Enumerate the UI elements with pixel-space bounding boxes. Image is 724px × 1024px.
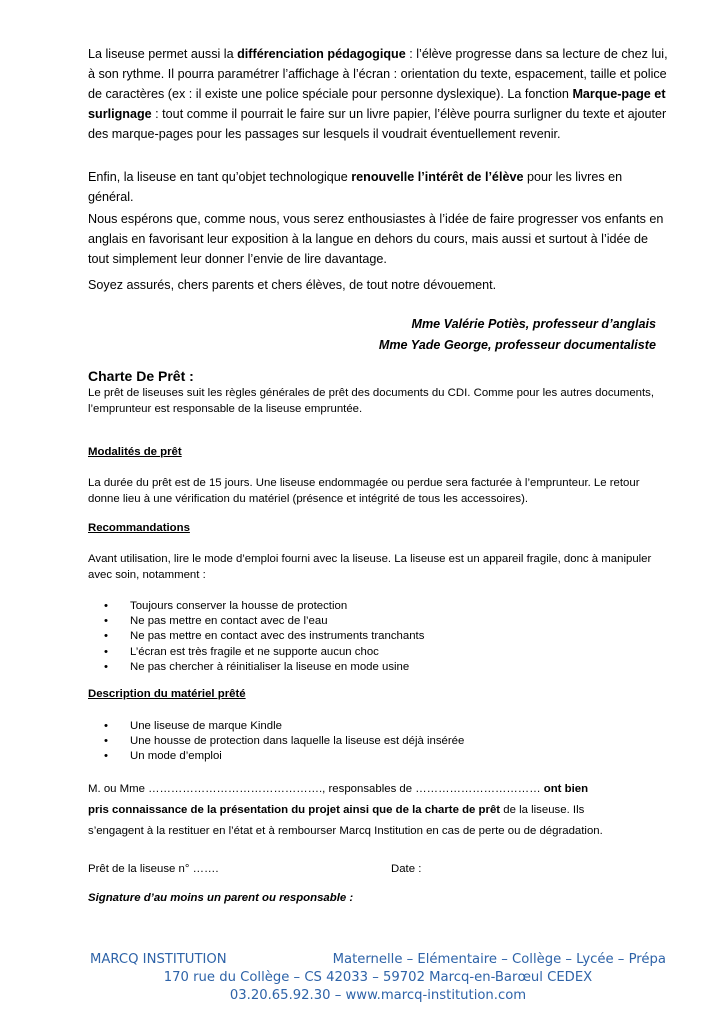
modalites-text: La durée du prêt est de 15 jours. Une liseuse endommagée ou perdue sera facturée à l’emprunteur. Le retour donne lieu à une vérification du matériel (présence et intégrité de tous les accessoires). — [88, 477, 640, 505]
modalites-section — [88, 475, 668, 507]
paragraph-enthousiastes — [88, 209, 668, 269]
list-item: • Une housse de protection dans laquelle la liseuse est déjà insérée — [104, 734, 464, 749]
connaissance-text: pris connaissance de la présentation du projet ainsi que de la charte de prêt — [88, 804, 501, 816]
signature-line-1: Mme Valérie Potiès, professeur d’anglais — [411, 317, 656, 331]
list-item: • Un mode d’emploi — [104, 749, 464, 764]
modalites-heading: Modalités de prêt — [88, 446, 182, 458]
body-text: : tout comme il pourrait le faire sur un livre papier, l’élève pourra surligner du texte et ajouter des marque-pages pour les passages sur lesquels il voudrait éventuellement revenir. — [88, 107, 667, 141]
institution-name: MARCQ INSTITUTION — [90, 952, 227, 967]
recommandations-text: Avant utilisation, lire le mode d’emploi fourni avec la liseuse. La liseuse est un appareil fragile, donc à manipuler avec soin, notamment : — [88, 553, 652, 581]
body-text: Enfin, la liseuse en tant qu’objet technologique — [88, 170, 352, 184]
institution-contact: 03.20.65.92.30 – www.marcq-institution.com — [229, 988, 527, 1003]
engagement-form — [88, 779, 668, 842]
list-item: • Une liseuse de marque Kindle — [104, 719, 464, 734]
paragraph-differenciation — [88, 44, 668, 144]
list-item: • Ne pas mettre en contact avec des instruments tranchants — [104, 629, 424, 644]
student-blank[interactable]: …………………………… — [415, 783, 541, 795]
description-list — [104, 719, 464, 765]
pret-number-field[interactable]: Prêt de la liseuse n° ……. — [88, 863, 219, 875]
recommandations-list — [104, 599, 424, 675]
footer — [88, 951, 668, 1005]
list-item: • Toujours conserver la housse de protection — [104, 599, 424, 614]
engagement-line-3: s’engagent à la restituer en l’état et à rembourser Marcq Institution en cas de perte ou de dégradation. — [88, 825, 603, 837]
recommandations-section — [88, 551, 668, 583]
charte-intro — [88, 385, 668, 417]
date-field[interactable]: Date : — [391, 863, 422, 875]
body-text: pour les livres en général. — [88, 170, 623, 204]
paragraph-text: Nous espérons que, comme nous, vous serez enthousiastes à l’idée de faire progresser vos enfants en anglais en favorisant leur exposition à la langue en dehors du cours, mais aussi et surtout à l’idée de tout simplement leur donner l’envie de lire davantage. — [88, 212, 664, 266]
signature-block — [379, 314, 656, 356]
body-text: : l’élève progresse dans sa lecture de chez lui, à son rythme. Il pourra paramétrer l’affichage à l’écran : orientation du texte, espacement, taille et police de caractères (ex : il existe une police spéciale pour personne dyslexique). La fonction — [88, 47, 668, 101]
list-item: • L’écran est très fragile et ne supporte aucun choc — [104, 645, 424, 660]
charte-intro-text: Le prêt de liseuses suit les règles générales de prêt des documents du CDI. Comme pour les autres documents, l’emprunteur est responsable de la liseuse empruntée. — [88, 387, 655, 415]
signature-field[interactable]: Signature d’au moins un parent ou responsable : — [88, 892, 354, 904]
ont-bien-text: ont bien — [543, 783, 589, 795]
list-item: • Ne pas chercher à réinitialiser la liseuse en mode usine — [104, 660, 424, 675]
emphasis-text: renouvelle l’intérêt de l’élève — [351, 170, 524, 184]
rich-paragraph — [88, 167, 668, 207]
engagement-line-2 — [88, 800, 668, 821]
footer-line-1 — [88, 951, 668, 969]
list-item: • Ne pas mettre en contact avec de l’eau — [104, 614, 424, 629]
institution-address: 170 rue du Collège – CS 42033 – 59702 Marcq-en-Barœul CEDEX — [163, 970, 593, 985]
emphasis-text: différenciation pédagogique — [237, 47, 406, 61]
institution-levels: Maternelle – Elémentaire – Collège – Lycée – Prépa — [332, 952, 666, 967]
body-text: La liseuse permet aussi la — [88, 47, 238, 61]
emphasis-text: Marque-page et surlignage — [88, 87, 666, 121]
civilite-label: M. ou Mme — [88, 783, 145, 795]
recommandations-heading: Recommandations — [88, 522, 190, 534]
paragraph-text: Soyez assurés, chers parents et chers élèves, de tout notre dévouement. — [88, 278, 497, 292]
description-heading: Description du matériel prêté — [88, 688, 246, 700]
paragraph-interet — [88, 167, 668, 207]
charte-title: Charte De Prêt : — [88, 368, 194, 384]
responsables-label: responsables de — [328, 783, 413, 795]
engagement-line-1 — [88, 779, 668, 800]
rich-paragraph — [88, 44, 668, 144]
name-blank[interactable]: ………………………………………., — [148, 783, 326, 795]
signature-line-2: Mme Yade George, professeur documentaliste — [378, 338, 656, 352]
paragraph-devouement — [88, 275, 668, 295]
liseuse-text: de la liseuse. Ils — [503, 804, 585, 816]
